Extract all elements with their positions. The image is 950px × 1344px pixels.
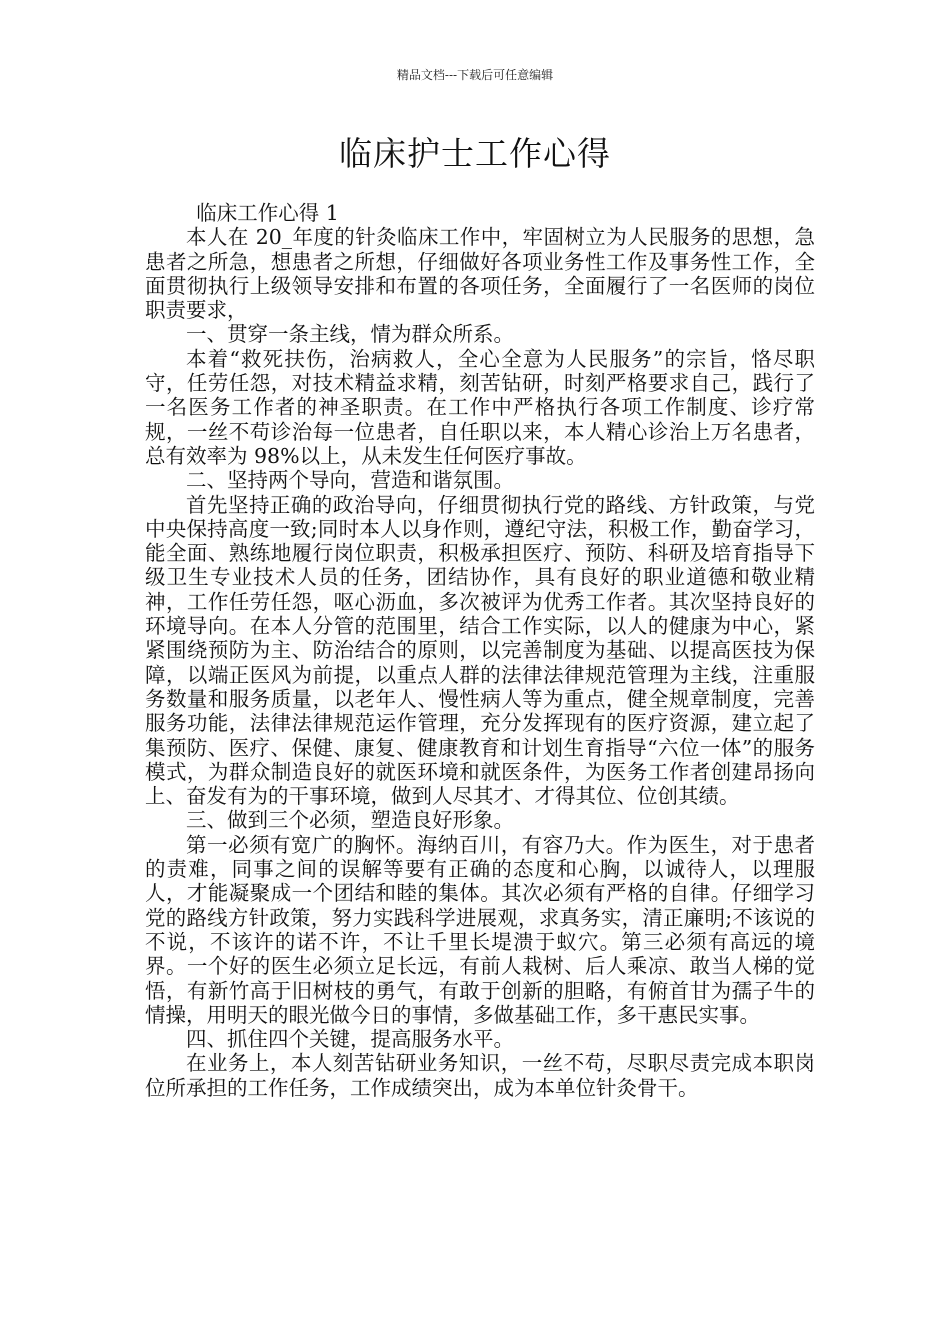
paragraph: 第一必须有宽广的胸怀。海纳百川，有容乃大。作为医生，对于患者的责难，同事之间的误解等要有正确的态度和心胸，以诚待人，以理服人，才能凝聚成一个团结和睦的集体。其次必须有严格的自律。仔细学习党的路线方针政策，努力实践科学进展观，求真务实，清正廉明;不该说的不说，不该许的诺不许，不让千里长堤溃于蚁穴。第三必须有高远的境界。一个好的医生必须立足长远，有前人栽树、后人乘凉、敢当人梯的觉悟，有新竹高于旧树枝的勇气，有敢于创新的胆略，有俯首甘为孺子牛的情操，用明天的眼光做今日的事情，多做基础工作，多干惠民实事。 — [145, 832, 815, 1027]
section-heading: 一、贯穿一条主线，情为群众所系。 — [186, 322, 514, 347]
paragraph: 本人在 20_年度的针灸临床工作中，牢固树立为人民服务的思想，急患者之所急，想患者之所想，仔细做好各项业务性工作及事务性工作，全面贯彻执行上级领导安排和布置的各项任务，全面履行了一名医师的岗位职责要求， — [145, 225, 815, 323]
section-heading: 三、做到三个必须，塑造良好形象。 — [186, 808, 514, 833]
header-note: 精品文档---下载后可任意编辑 — [396, 68, 554, 82]
paragraph: 首先坚持正确的政治导向，仔细贯彻执行党的路线、方针政策，与党中央保持高度一致;同时本人以身作则，遵纪守法，积极工作，勤奋学习，能全面、熟练地履行岗位职责，积极承担医疗、预防、科研及培育指导下级卫生专业技术人员的任务，团结协作，具有良好的职业道德和敬业精神，工作任劳任怨，呕心沥血，多次被评为优秀工作者。其次坚持良好的环境导向。在本人分管的范围里，结合工作实际，以人的健康为中心，紧紧围绕预防为主、防治结合的原则，以完善制度为基础、以提高医技为保障，以端正医风为前提，以重点人群的法律法律规范管理为主线，注重服务数量和服务质量，以老年人、慢性病人等为重点，健全规章制度，完善服务功能，法律法律规范运作管理，充分发挥现有的医疗资源，建立起了集预防、医疗、保健、康复、健康教育和计划生育指导“六位一体”的服务模式，为群众制造良好的就医环境和就医条件，为医务工作者创建昂扬向上、奋发有为的干事环境，做到人尽其才、才得其位、位创其绩。 — [145, 492, 815, 809]
paragraph: 本着“救死扶伤，治病救人，全心全意为人民服务”的宗旨，恪尽职守，任劳任怨，对技术精益求精，刻苦钻研，时刻严格要求自己，践行了一名医务工作者的神圣职责。在工作中严格执行各项工作制度、诊疗常规，一丝不苟诊治每一位患者，自任职以来，本人精心诊治上万名患者，总有效率为 98%以上，从未发生任何医疗事故。 — [145, 346, 815, 468]
section-heading: 四、抓住四个关键，提高服务水平。 — [186, 1027, 514, 1052]
paragraph: 在业务上，本人刻苦钻研业务知识，一丝不苟，尽职尽责完成本职岗位所承担的工作任务，工作成绩突出，成为本单位针灸骨干。 — [145, 1051, 815, 1100]
section-heading: 二、坚持两个导向，营造和谐氛围。 — [186, 468, 514, 493]
section-subtitle: 临床工作心得 1 — [196, 201, 339, 225]
page-title: 临床护士工作心得 — [339, 134, 611, 173]
document-body — [145, 201, 815, 1100]
